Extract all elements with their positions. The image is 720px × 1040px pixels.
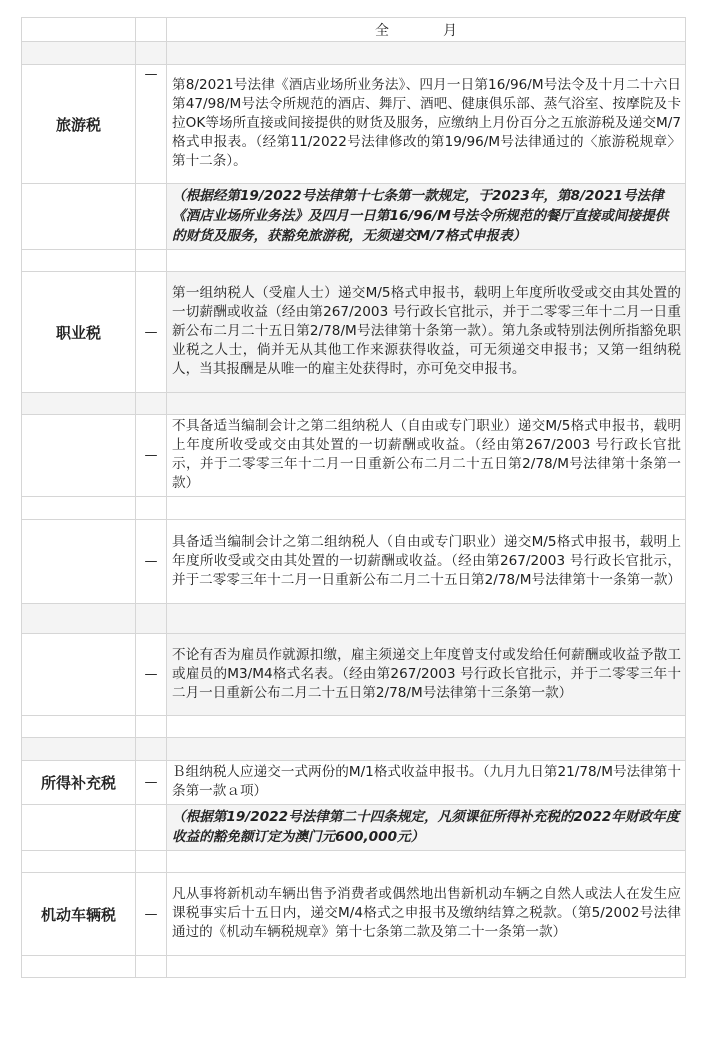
vehicle-tax-text: 凡从事将新机动车辆出售予消费者或偶然地出售新机动车辆之自然人或法人在发生应课税事实后十五日内，递交M/4格式之申报书及缴纳结算之税款。（第5/2002号法律通过的《机动车辆税规章》第十七条第二款及第二十一条第一款）	[167, 873, 686, 956]
income-supplement-tax-row	[22, 761, 686, 805]
dash-marker: —	[136, 873, 167, 956]
professional-tax-item-2: 不具备适当编制会计之第二组纳税人（自由或专门职业）递交M/5格式申报书，载明上年度所收受或交由其处置的一切薪酬或收益。（经由第267/2003 号行政长官批示，并于二零零三年十二月一日重新公布二月二十五日第2/78/M号法律第十条第一款）	[167, 415, 686, 497]
tourism-tax-text: 第8/2021号法律《酒店业场所业务法》、四月一日第16/96/M号法令及十月二十六日第47/98/M号法令所规范的酒店、舞厅、酒吧、健康俱乐部、蒸气浴室、按摩院及卡拉OK等场所直接或间接提供的财货及服务，应缴纳上月份百分之五旅游税及递交M/7格式申报表。（经第11/2022号法律修改的第19/96/M号法律通过的〈旅游税规章〉第十二条）。	[167, 65, 686, 184]
header-row	[22, 18, 686, 42]
spacer-row	[22, 42, 686, 65]
professional-tax-row-3	[22, 520, 686, 604]
spacer-row	[22, 956, 686, 978]
category-income-supplement-tax: 所得补充税	[22, 761, 136, 805]
income-supplement-tax-note-row	[22, 805, 686, 851]
empty-cell	[136, 18, 167, 42]
empty-cell	[22, 415, 136, 497]
empty-cell	[22, 184, 136, 250]
income-supplement-tax-note: （根据第19/2022号法律第二十四条规定，凡须课征所得补充税的2022年财政年度收益的豁免额订定为澳门元600,000元）	[167, 805, 686, 851]
category-vehicle-tax: 机动车辆税	[22, 873, 136, 956]
tax-calendar-table	[21, 17, 686, 978]
tourism-tax-note: （根据经第19/2022号法律第十七条第一款规定，于2023年，第8/2021号法律《酒店业场所业务法》及四月一日第16/96/M号法令所规范的餐厅直接或间接提供的财货及服务，获豁免旅游税，无须递交M/7格式申报表）	[167, 184, 686, 250]
spacer-row	[22, 497, 686, 520]
empty-cell	[22, 805, 136, 851]
professional-tax-item-4: 不论有否为雇员作就源扣缴，雇主须递交上年度曾支付或发给任何薪酬或收益予散工或雇员的M3/M4格式名表。（经由第267/2003 号行政长官批示，并于二零零三年十二月一日重新公布二月二十五日第2/78/M号法律第十三条第一款）	[167, 634, 686, 716]
spacer-row	[22, 604, 686, 634]
dash-marker: —	[136, 415, 167, 497]
spacer-row	[22, 716, 686, 738]
category-professional-tax: 职业税	[22, 272, 136, 393]
professional-tax-item-1: 第一组纳税人（受雇人士）递交M/5格式申报书，载明上年度所收受或交由其处置的一切薪酬或收益（经由第267/2003 号行政长官批示，并于二零零三年十二月一日重新公布二月二十五日第2/78/M号法律第十条第一款）。第九条或特别法例所指豁免职业税之人士，倘并无从其他工作来源获得收益，可无须递交申报书；又第一组纳税人，当其报酬是从唯一的雇主处获得时，亦可免交申报书。	[167, 272, 686, 393]
dash-marker: —	[136, 272, 167, 393]
period-heading: 全 月	[167, 18, 686, 42]
dash-marker: —	[136, 761, 167, 805]
professional-tax-row-4	[22, 634, 686, 716]
dash-marker: —	[136, 634, 167, 716]
income-supplement-tax-text: Ｂ组纳税人应递交一式两份的M/1格式收益申报书。（九月九日第21/78/M号法律第十条第一款ａ项）	[167, 761, 686, 805]
spacer-row	[22, 393, 686, 415]
empty-cell	[22, 18, 136, 42]
empty-cell	[136, 184, 167, 250]
tourism-tax-note-row	[22, 184, 686, 250]
empty-cell	[22, 634, 136, 716]
tourism-tax-row	[22, 65, 686, 184]
empty-cell	[22, 520, 136, 604]
dash-marker: —	[136, 520, 167, 604]
category-tourism-tax: 旅游税	[22, 65, 136, 184]
professional-tax-row-2	[22, 415, 686, 497]
spacer-row	[22, 738, 686, 761]
professional-tax-row	[22, 272, 686, 393]
professional-tax-item-3: 具备适当编制会计之第二组纳税人（自由或专门职业）递交M/5格式申报书，载明上年度所收受或交由其处置的一切薪酬或收益。（经由第267/2003 号行政长官批示，并于二零零三年十二月一日重新公布二月二十五日第2/78/M号法律第十一条第一款）	[167, 520, 686, 604]
spacer-row	[22, 250, 686, 272]
spacer-row	[22, 851, 686, 873]
dash-marker: —	[136, 65, 167, 184]
vehicle-tax-row	[22, 873, 686, 956]
empty-cell	[136, 805, 167, 851]
